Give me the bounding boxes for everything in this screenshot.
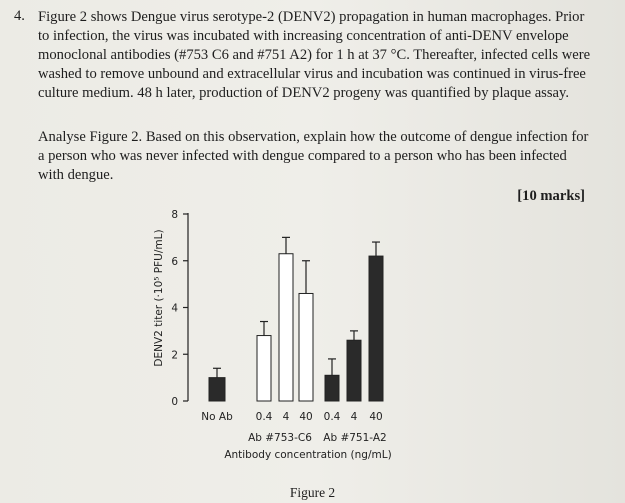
figure-caption: Figure 2 <box>289 485 336 500</box>
bar <box>347 340 361 401</box>
question-paragraph-task <box>38 128 606 185</box>
bar <box>209 378 225 401</box>
bar <box>299 293 313 401</box>
paragraph-line: monoclonal antibodies (#753 C6 and #751 A2) for 1 h at 37 °C. Thereafter, infected cells were <box>38 47 591 63</box>
group-label-751: Ab #751-A2 <box>323 432 387 444</box>
question-paragraph-context <box>38 8 606 103</box>
group-label-753: Ab #753-C6 <box>248 432 312 444</box>
x-tick-label: 40 <box>299 411 313 423</box>
paragraph-line: washed to remove unbound and extracellular virus and incubation was continued in virus-free <box>38 66 586 82</box>
bar <box>257 336 271 401</box>
x-tick-label: 0.4 <box>323 411 341 423</box>
y-tick-label: 8 <box>171 209 178 221</box>
paragraph-line: to infection, the virus was incubated with increasing concentration of anti-DENV envelope <box>38 28 569 44</box>
bar-chart <box>140 198 440 470</box>
y-tick-label: 6 <box>171 255 178 268</box>
x-axis-label: Antibody concentration (ng/mL) <box>224 449 392 461</box>
marks-label: [10 marks] <box>517 188 585 204</box>
bar <box>279 254 293 401</box>
x-tick-label: 4 <box>350 411 358 423</box>
paragraph-line: with dengue. <box>38 167 114 183</box>
bar <box>369 256 383 401</box>
y-tick-label: 0 <box>171 396 178 408</box>
x-tick-label: 40 <box>369 411 383 423</box>
bar <box>325 375 339 401</box>
paragraph-line: Figure 2 shows Dengue virus serotype-2 (DENV2) propagation in human macrophages. Prior <box>38 9 585 25</box>
x-tick-label: 4 <box>282 411 290 423</box>
question-number: 4. <box>14 8 25 24</box>
x-tick-label: 0.4 <box>255 411 273 423</box>
y-tick-label: 2 <box>171 349 178 362</box>
y-axis-label: DENV2 titer (·10⁵ PFU/mL) <box>153 229 165 367</box>
paragraph-line: culture medium. 48 h later, production of DENV2 progeny was quantified by plaque assay. <box>38 85 570 101</box>
y-tick-label: 4 <box>171 302 178 315</box>
paragraph-line: Analyse Figure 2. Based on this observation, explain how the outcome of dengue infection for <box>38 129 589 145</box>
paragraph-line: a person who was never infected with dengue compared to a person who has been infected <box>38 148 567 164</box>
x-tick-label: No Ab <box>201 411 233 423</box>
